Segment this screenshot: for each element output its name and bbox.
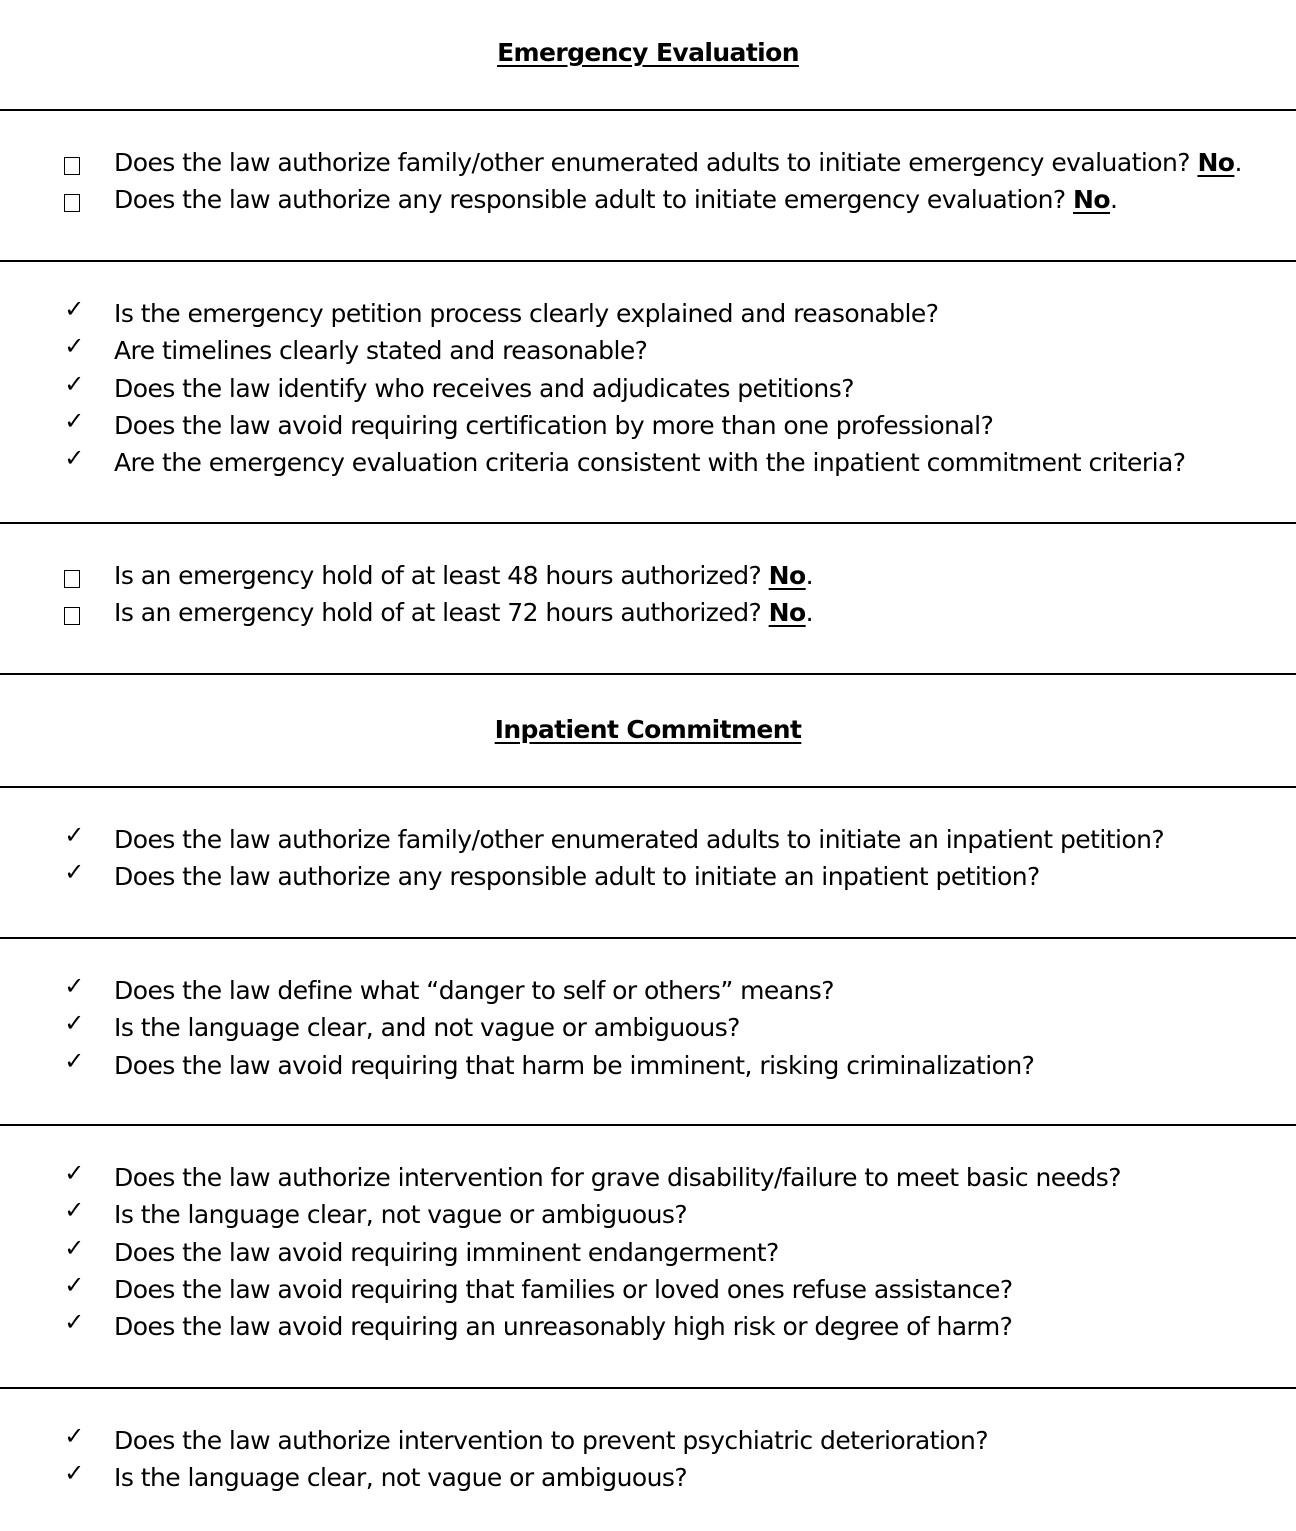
empty-checkbox-icon[interactable] bbox=[64, 194, 80, 212]
answer-text: No bbox=[768, 561, 806, 590]
checklist-item bbox=[0, 821, 1296, 862]
checklist-item bbox=[0, 369, 1296, 411]
checklist-item bbox=[0, 1009, 1296, 1050]
item-question bbox=[114, 448, 1185, 477]
question-text: Does the law authorize intervention for grave disability/failure to meet basic needs? bbox=[114, 1163, 1121, 1192]
checklist-item bbox=[0, 332, 1296, 373]
checklist-item bbox=[0, 1270, 1296, 1312]
question-text: Is an emergency hold of at least 48 hours authorized? bbox=[114, 561, 762, 590]
checklist-item bbox=[0, 1459, 1296, 1500]
item-question bbox=[114, 1163, 1121, 1192]
item-question bbox=[114, 1312, 1012, 1341]
question-text: Is the language clear, not vague or ambiguous? bbox=[114, 1200, 688, 1230]
item-question bbox=[114, 1463, 687, 1492]
question-text: Does the law define what “danger to self or others” means? bbox=[114, 976, 835, 1005]
question-text: Does the law avoid requiring that families or loved ones refuse assistance? bbox=[114, 1274, 1013, 1304]
section-divider bbox=[0, 1387, 1296, 1389]
checklist-item bbox=[0, 858, 1296, 899]
item-question bbox=[114, 1013, 740, 1042]
checkmark-icon[interactable]: ✓ bbox=[64, 1046, 84, 1075]
checkmark-icon[interactable]: ✓ bbox=[64, 858, 84, 887]
item-question bbox=[114, 411, 993, 440]
answer-suffix: . bbox=[1234, 148, 1242, 177]
checklist-item bbox=[0, 295, 1296, 336]
checkmark-icon[interactable]: ✓ bbox=[64, 1270, 84, 1299]
item-question bbox=[114, 1275, 1013, 1304]
question-text: Does the law authorize any responsible adult to initiate an inpatient petition? bbox=[114, 862, 1040, 892]
checkmark-icon[interactable]: ✓ bbox=[64, 332, 84, 361]
item-question bbox=[114, 374, 854, 403]
checkmark-icon[interactable]: ✓ bbox=[64, 369, 84, 398]
checklist-item bbox=[0, 1308, 1296, 1349]
question-text: Does the law authorize family/other enumerated adults to initiate emergency evaluation? bbox=[114, 148, 1191, 177]
answer-suffix: . bbox=[1110, 185, 1118, 215]
checklist-item bbox=[0, 406, 1296, 448]
section-divider bbox=[0, 786, 1296, 788]
item-question bbox=[114, 185, 1117, 214]
question-text: Does the law authorize intervention to prevent psychiatric deterioration? bbox=[114, 1426, 989, 1455]
item-question bbox=[114, 1051, 1034, 1080]
question-text: Does the law avoid requiring an unreasonably high risk or degree of harm? bbox=[114, 1312, 1013, 1342]
empty-checkbox-icon[interactable] bbox=[64, 157, 80, 175]
question-text: Does the law avoid requiring certification by more than one professional? bbox=[114, 410, 994, 440]
question-text: Is the language clear, not vague or ambiguous? bbox=[114, 1463, 688, 1493]
question-text: Is the language clear, and not vague or ambiguous? bbox=[114, 1013, 740, 1043]
checkmark-icon[interactable]: ✓ bbox=[64, 406, 84, 435]
item-question bbox=[114, 148, 1242, 177]
checklist-item bbox=[0, 444, 1296, 485]
checklist-item bbox=[0, 148, 1296, 185]
checklist-item bbox=[0, 972, 1296, 1013]
question-text: Is an emergency hold of at least 72 hours authorized? bbox=[114, 598, 762, 628]
item-question bbox=[114, 1200, 687, 1229]
item-question bbox=[114, 598, 813, 627]
checkmark-icon[interactable]: ✓ bbox=[64, 1422, 84, 1450]
item-question bbox=[114, 862, 1040, 891]
checklist-item bbox=[0, 1196, 1296, 1237]
item-question bbox=[114, 561, 813, 590]
answer-text: No bbox=[1197, 148, 1235, 177]
checkmark-icon[interactable]: ✓ bbox=[64, 821, 84, 849]
checklist-item bbox=[0, 1159, 1296, 1200]
section-divider bbox=[0, 1124, 1296, 1126]
question-text: Does the law authorize family/other enumerated adults to initiate an inpatient petition? bbox=[114, 825, 1165, 854]
answer-suffix: . bbox=[805, 561, 814, 590]
section-divider bbox=[0, 260, 1296, 262]
section-heading: Inpatient Commitment bbox=[494, 715, 802, 744]
empty-checkbox-icon[interactable] bbox=[64, 570, 80, 588]
checkmark-icon[interactable]: ✓ bbox=[64, 1459, 84, 1488]
item-question bbox=[114, 299, 938, 328]
question-text: Does the law avoid requiring imminent endangerment? bbox=[114, 1237, 779, 1267]
checkmark-icon[interactable]: ✓ bbox=[64, 1159, 84, 1187]
answer-text: No bbox=[1073, 185, 1110, 215]
checkmark-icon[interactable]: ✓ bbox=[64, 1308, 84, 1337]
checkmark-icon[interactable]: ✓ bbox=[64, 444, 84, 473]
section-divider bbox=[0, 937, 1296, 939]
section-divider bbox=[0, 673, 1296, 675]
checklist-item bbox=[0, 561, 1296, 598]
item-question bbox=[114, 976, 834, 1005]
section-heading: Emergency Evaluation bbox=[497, 38, 799, 67]
empty-checkbox-icon[interactable] bbox=[64, 607, 80, 625]
question-text: Does the law avoid requiring that harm be imminent, risking criminalization? bbox=[114, 1050, 1035, 1080]
checkmark-icon[interactable]: ✓ bbox=[64, 972, 84, 1000]
answer-text: No bbox=[768, 598, 806, 628]
checklist-item bbox=[0, 1233, 1296, 1275]
answer-suffix: . bbox=[805, 598, 814, 628]
item-question bbox=[114, 825, 1164, 854]
question-text: Is the emergency petition process clearly explained and reasonable? bbox=[114, 299, 939, 328]
item-question bbox=[114, 336, 647, 365]
checklist-item bbox=[0, 1422, 1296, 1463]
checklist-item bbox=[0, 185, 1296, 222]
question-text: Does the law authorize any responsible adult to initiate emergency evaluation? bbox=[114, 185, 1066, 215]
question-text: Are the emergency evaluation criteria consistent with the inpatient commitment criteria? bbox=[114, 448, 1186, 478]
section-divider bbox=[0, 522, 1296, 524]
section-divider bbox=[0, 109, 1296, 111]
question-text: Does the law identify who receives and adjudicates petitions? bbox=[114, 373, 854, 403]
item-question bbox=[114, 1426, 988, 1455]
checkmark-icon[interactable]: ✓ bbox=[64, 1196, 84, 1225]
item-question bbox=[114, 1238, 779, 1267]
question-text: Are timelines clearly stated and reasonable? bbox=[114, 336, 648, 366]
checkmark-icon[interactable]: ✓ bbox=[64, 1233, 84, 1262]
checkmark-icon[interactable]: ✓ bbox=[64, 295, 84, 323]
checkmark-icon[interactable]: ✓ bbox=[64, 1009, 84, 1038]
checklist-item bbox=[0, 1046, 1296, 1088]
checklist-item bbox=[0, 598, 1296, 635]
